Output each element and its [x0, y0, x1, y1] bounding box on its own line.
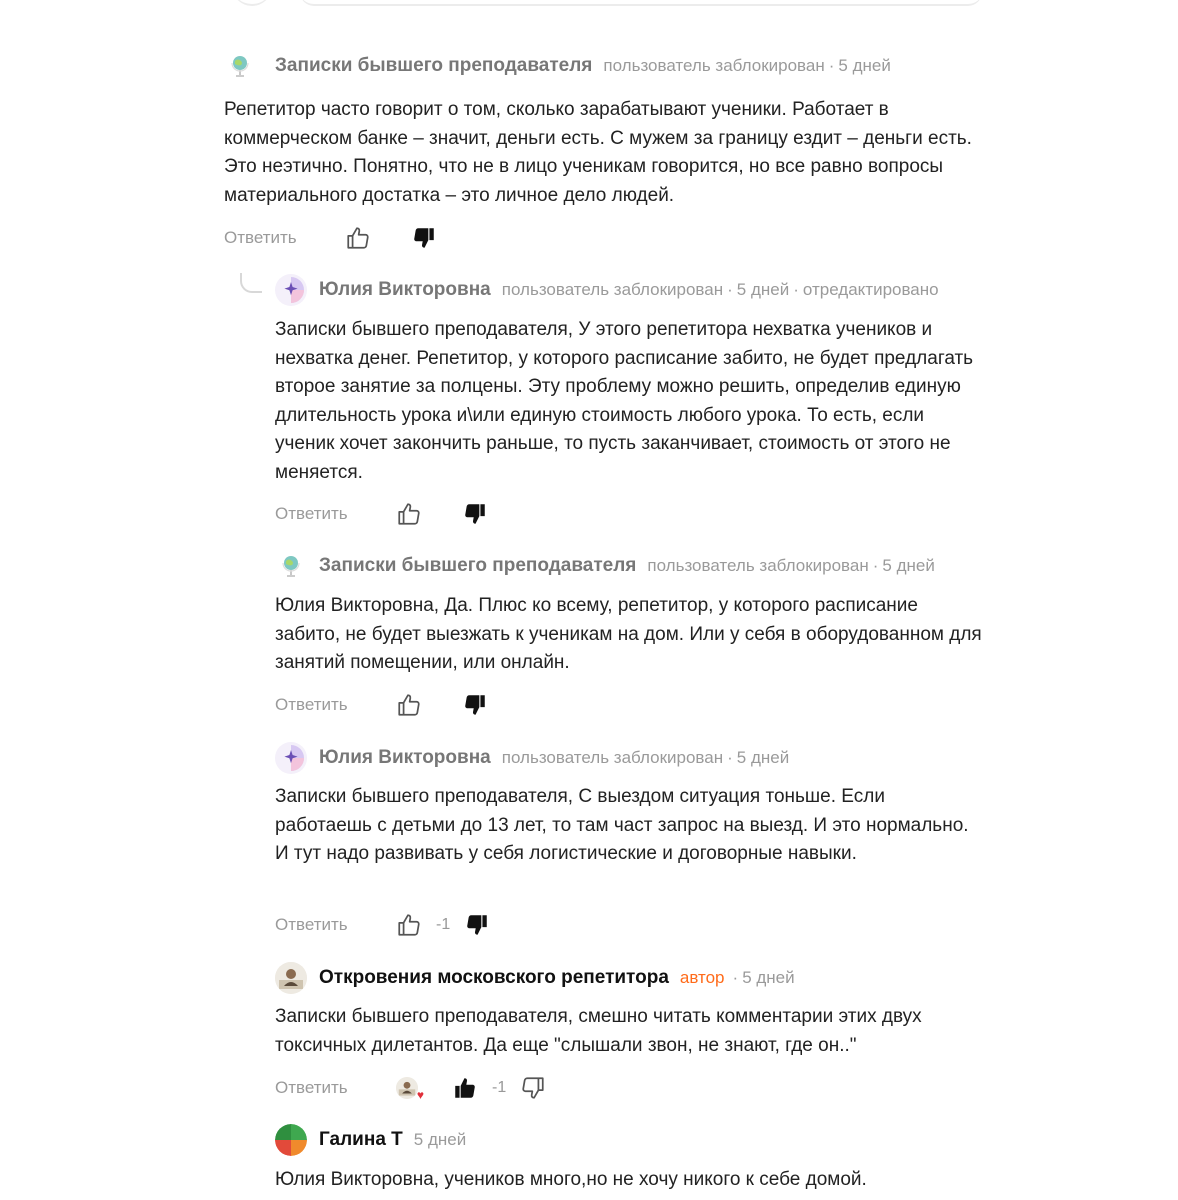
comment-meta	[414, 1130, 466, 1150]
comment-text: Записки бывшего преподавателя, смешно читать комментарии этих двух токсичных дилетантов. Да еще "слышали звон, не знают, где он.."	[275, 1006, 922, 1056]
globe-icon	[275, 550, 307, 582]
reply-button[interactable]: Ответить	[275, 915, 348, 934]
comment-text: Записки бывшего преподавателя, С выездом ситуация тоньше. Если работаешь с детьми до 13 лет, то там част запрос на выезд. И это нормально. И тут надо развивать у себя логистические и договорные навыки.	[275, 786, 969, 864]
vote-count: -1	[492, 1079, 507, 1096]
comment-time[interactable]: 5 дней	[838, 56, 891, 75]
blocked-status: пользователь заблокирован	[501, 748, 724, 767]
comment-text: Записки бывшего преподавателя, У этого репетитора нехватка учеников и нехватка денег. Репетитор, у которого расписание забито, не будет предлагать второе занятие за полцены. Эту проблему можно решить, определив единую длительность урока и\или единую стоимость любого урока. То есть, если ученик хочет закончить раньше, то пусть заканчивает, стоимость от этого не меняется.	[275, 319, 974, 483]
avatar[interactable]	[224, 50, 256, 82]
like-icon[interactable]	[396, 912, 422, 938]
blocked-status: пользователь заблокирован	[647, 556, 869, 575]
avatar[interactable]	[275, 1124, 307, 1156]
comment-header	[275, 740, 789, 776]
comment-author[interactable]: Записки бывшего преподавателя	[319, 555, 637, 576]
comment-time[interactable]: 5 дней	[882, 556, 935, 575]
top-avatar-edge	[232, 0, 272, 6]
comment-meta: пользователь заблокирован · 5 дней	[603, 56, 891, 75]
avatar[interactable]	[275, 274, 307, 306]
comment-header	[275, 548, 935, 584]
galina-avatar-icon	[275, 1124, 307, 1156]
avatar[interactable]	[275, 550, 307, 582]
comment-meta: пользователь заблокирован · 5 дней · отредактировано	[501, 280, 939, 299]
blocked-status: пользователь заблокирован	[501, 280, 724, 299]
dislike-icon[interactable]	[462, 501, 488, 527]
reply-button[interactable]: Ответить	[275, 1078, 348, 1097]
comment-header	[275, 960, 795, 996]
blocked-status: пользователь заблокирован	[603, 56, 825, 75]
comment-time[interactable]: 5 дней	[736, 748, 790, 767]
comment-actions	[275, 499, 488, 529]
globe-icon	[224, 50, 256, 82]
like-icon[interactable]	[396, 692, 422, 718]
dislike-icon[interactable]	[464, 912, 490, 938]
comment-meta: пользователь заблокирован · 5 дней	[501, 748, 790, 767]
sparkle-avatar-icon	[275, 742, 307, 774]
edited-label: отредактировано	[802, 280, 939, 299]
comment-actions	[224, 223, 437, 253]
comment-meta: · 5 дней	[732, 968, 795, 987]
comment-author[interactable]: Откровения московского репетитора	[319, 967, 669, 988]
comment-actions	[275, 910, 490, 940]
like-icon[interactable]	[452, 1075, 478, 1101]
comment-text: Юлия Викторовна, учеников много,но не хочу никого к себе домой.	[275, 1169, 867, 1190]
comment-header	[275, 272, 939, 308]
top-input-edge	[0, 0, 1178, 10]
author-heart-icon: ♥	[396, 1077, 418, 1099]
like-icon[interactable]	[396, 501, 422, 527]
comment-text: Репетитор часто говорит о том, сколько зарабатывают ученики. Работает в коммерческом банке – значит, деньги есть. С мужем за границу ездит – деньги есть. Это неэтично. Понятно, что не в лицо ученикам говорится, но все равно вопросы материального достатка – это личное дело людей.	[224, 99, 972, 206]
comment-input-edge[interactable]	[300, 0, 982, 6]
comment-time[interactable]: 5 дней	[736, 280, 790, 299]
comment-author[interactable]: Юлия Викторовна	[319, 747, 491, 768]
comment-author[interactable]: Галина Т	[319, 1129, 403, 1150]
avatar[interactable]	[275, 742, 307, 774]
reply-button[interactable]: Ответить	[275, 695, 348, 714]
comment-meta: пользователь заблокирован · 5 дней	[647, 556, 935, 575]
reply-button[interactable]: Ответить	[275, 504, 348, 523]
author-badge: автор	[679, 968, 725, 987]
dislike-icon[interactable]	[411, 225, 437, 251]
thread-connector	[240, 273, 262, 293]
dislike-icon[interactable]	[462, 692, 488, 718]
comment-actions	[275, 690, 488, 720]
comment-time[interactable]: 5 дней	[413, 1130, 467, 1149]
avatar[interactable]	[275, 962, 307, 994]
comment-actions	[275, 1073, 546, 1103]
comment-header	[224, 48, 891, 84]
comment-text: Юлия Викторовна, Да. Плюс ко всему, репетитор, у которого расписание забито, не будет выезжать к ученикам на дом. Или у себя в оборудованном для занятий помещении, или онлайн.	[275, 595, 982, 673]
vote-count: -1	[436, 916, 451, 933]
author-photo-icon	[275, 962, 307, 994]
comment-header	[275, 1122, 466, 1158]
comment-author[interactable]: Записки бывшего преподавателя	[275, 55, 593, 76]
like-icon[interactable]	[345, 225, 371, 251]
reply-button[interactable]: Ответить	[224, 228, 297, 247]
sparkle-avatar-icon	[275, 274, 307, 306]
comment-time[interactable]: 5 дней	[742, 968, 795, 987]
dislike-icon[interactable]	[520, 1075, 546, 1101]
comment-author[interactable]: Юлия Викторовна	[319, 279, 491, 300]
